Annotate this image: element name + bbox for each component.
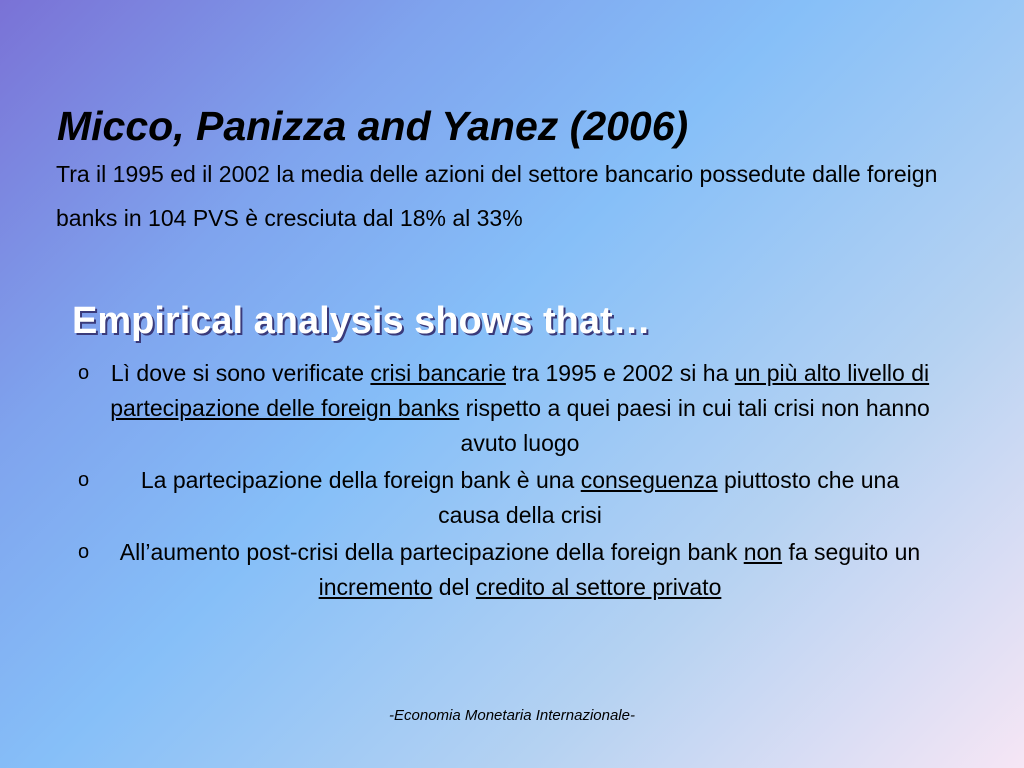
bullet-marker-icon: o bbox=[78, 469, 90, 491]
bullet-item-bank-crises bbox=[70, 356, 950, 463]
bullet-list bbox=[70, 356, 950, 607]
underlined-term: conseguenza bbox=[580, 467, 718, 493]
bullet-marker-icon: o bbox=[78, 541, 90, 563]
underlined-term: crisi bancarie bbox=[370, 360, 506, 386]
bullet-marker-icon: o bbox=[78, 362, 90, 384]
intro-paragraph: Tra il 1995 ed il 2002 la media delle azioni del settore bancario possedute dalle foreign banks in 104 PVS è cresciuta dal 18% al 33% bbox=[56, 161, 938, 231]
bullet-text: All’aumento post-crisi della partecipazione della foreign bank bbox=[119, 539, 744, 565]
slide-footer: -Economia Monetaria Internazionale- bbox=[389, 707, 635, 724]
underlined-term: credito al settore privato bbox=[475, 574, 722, 600]
bullet-text: tra 1995 e 2002 si ha bbox=[505, 360, 735, 386]
underlined-term: un più alto livello di partecipazione delle foreign banks bbox=[110, 360, 930, 421]
bullet-text: La partecipazione della foreign bank è una bbox=[140, 467, 581, 493]
underlined-term: incremento bbox=[318, 574, 433, 600]
bullet-text: fa seguito un bbox=[782, 539, 921, 565]
section-subheading: Empirical analysis shows that… bbox=[72, 300, 651, 342]
bullet-text: Lì dove si sono verificate bbox=[110, 360, 371, 386]
slide-title: Micco, Panizza and Yanez (2006) bbox=[57, 103, 689, 149]
bullet-text: del bbox=[432, 574, 476, 600]
underlined-term: non bbox=[743, 539, 783, 565]
bullet-item-consequence bbox=[70, 463, 950, 535]
bullet-item-post-crisis-credit bbox=[70, 535, 950, 607]
bullet-text: rispetto a quei paesi in cui tali crisi non hanno avuto luogo bbox=[459, 395, 930, 456]
bullet-text: piuttosto che una causa della crisi bbox=[438, 467, 900, 528]
